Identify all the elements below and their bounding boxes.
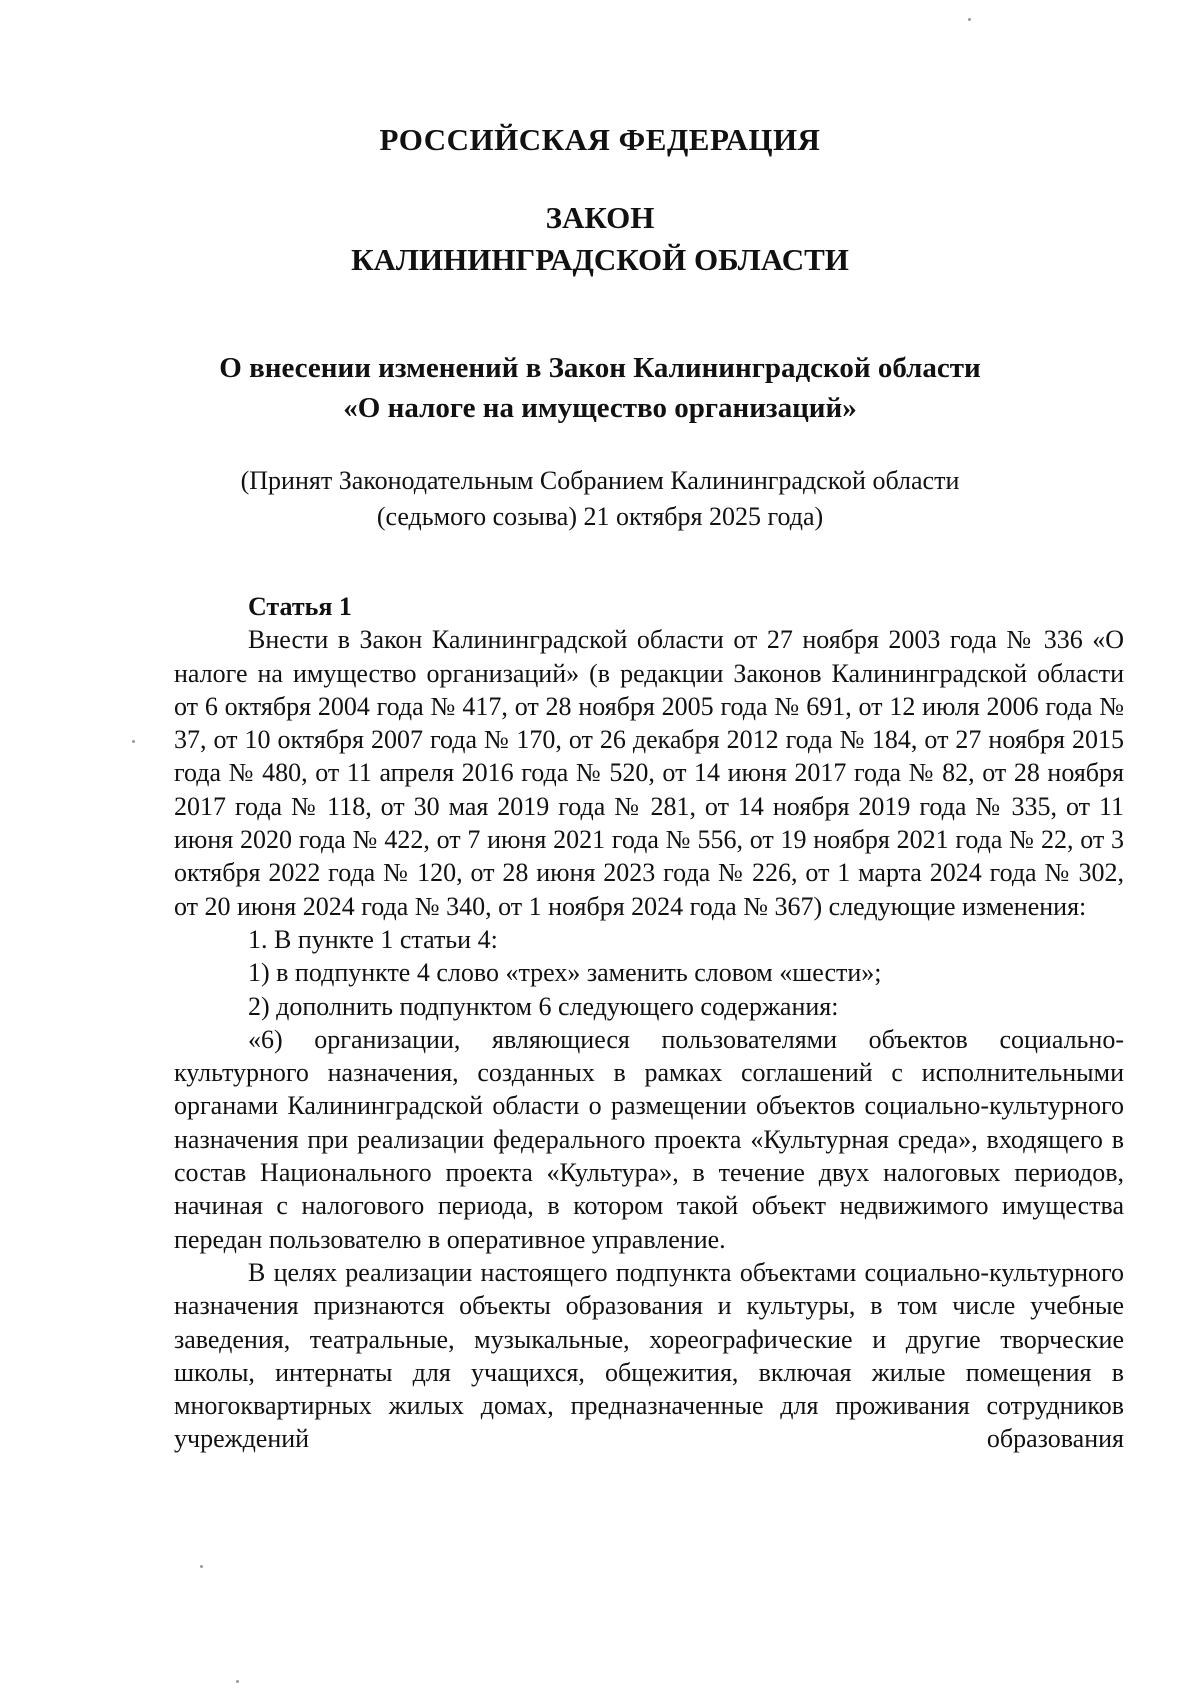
scan-speck bbox=[200, 1565, 203, 1568]
law-heading bbox=[0, 197, 1200, 281]
adoption-note-line2: (седьмого созыва) 21 октября 2025 года) bbox=[376, 502, 824, 531]
law-heading-line2: КАЛИНИНГРАДСКОЙ ОБЛАСТИ bbox=[351, 242, 849, 277]
subitem-6-quote: «6) организации, являющиеся пользователями объектов социально-культурного назначения, созданных в рамках соглашений с исполнительными органами Калининградской области о размещении объектов социально-культурного назначения при реализации федерального проекта «Культурная среда», входящего в состав Национального проекта «Культура», в течение двух налоговых периодов, начиная с налогового периода, в котором такой объект недвижимого имущества передан пользователю в оперативное управление. bbox=[174, 1024, 1124, 1254]
subitem-1: 1) в подпункте 4 слово «трех» заменить словом «шести»; bbox=[248, 958, 882, 988]
scan-speck bbox=[132, 740, 135, 743]
scan-speck bbox=[236, 1680, 239, 1683]
adoption-note-line1: (Принят Законодательным Собранием Калининградской области bbox=[240, 466, 960, 495]
definition-paragraph: В целях реализации настоящего подпункта объектами социально-культурного назначения признаются объекты образования и культуры, в том числе учебные заведения, театральные, музыкальные, хореографические и другие творческие школы, интернаты для учащихся, общежития, включая жилые помещения в многоквартирных жилых домах, предназначенные для проживания сотрудников учреждений образования bbox=[174, 1257, 1124, 1454]
article-heading: Статья 1 bbox=[248, 592, 352, 621]
law-title-line2: «О налоге на имущество организаций» bbox=[343, 392, 857, 424]
article-1 bbox=[174, 590, 1124, 1456]
law-title-line1: О внесении изменений в Закон Калининградской области bbox=[219, 352, 981, 384]
law-title bbox=[0, 348, 1200, 428]
subitem-2: 2) дополнить подпунктом 6 следующего содержания: bbox=[248, 991, 839, 1021]
item-1: 1. В пункте 1 статьи 4: bbox=[248, 924, 498, 954]
adoption-note bbox=[0, 463, 1200, 535]
scan-speck bbox=[968, 18, 971, 21]
country-heading: РОССИЙСКАЯ ФЕДЕРАЦИЯ bbox=[379, 122, 821, 157]
law-heading-line1: ЗАКОН bbox=[545, 200, 655, 235]
article-intro-paragraph: Внести в Закон Калининградской области от 27 ноября 2003 года № 336 «О налоге на имущество организаций» (в редакции Законов Калининградской области от 6 октября 2004 года № 417, от 28 ноября 2005 года № 691, от 12 июля 2006 года № 37, от 10 октября 2007 года № 170, от 26 декабря 2012 года № 184, от 27 ноября 2015 года № 480, от 11 апреля 2016 года № 520, от 14 июня 2017 года № 82, от 28 ноября 2017 года № 118, от 30 мая 2019 года № 281, от 14 ноября 2019 года № 335, от 11 июня 2020 года № 422, от 7 июня 2021 года № 556, от 19 ноября 2021 года № 22, от 3 октября 2022 года № 120, от 28 июня 2023 года № 226, от 1 марта 2024 года № 302, от 20 июня 2024 года № 340, от 1 ноября 2024 года № 367) следующие изменения: bbox=[174, 625, 1124, 921]
